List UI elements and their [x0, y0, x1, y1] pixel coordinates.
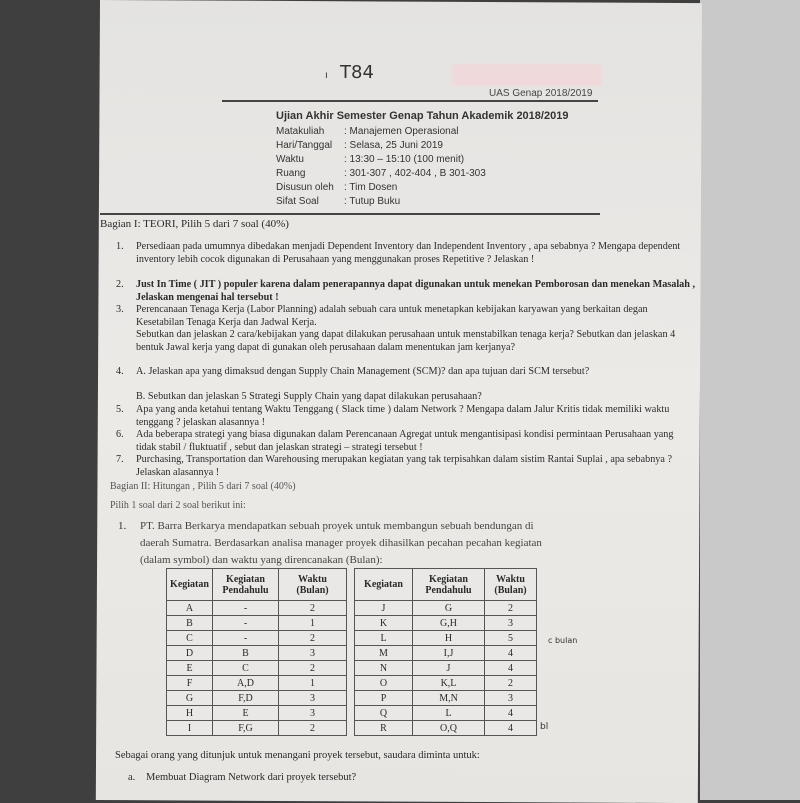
table-cell: E [167, 661, 213, 676]
problem-statement: PT. Barra Berkarya mendapatkan sebuah proyek untuk membangun sebuah bendungan di daerah Sumatra. Berdasarkan analisa manager proyek dihasilkan pecahan pecahan kegiatan (dalam symbol) dan waktu yang direncanakan (Bulan): [140, 520, 542, 566]
meta-row: Matakuliah : Manajemen Operasional [276, 126, 459, 137]
part2-title: Bagian II: Hitungan , Pilih 5 dari 7 soal (40%) [110, 481, 296, 492]
table-cell: J [355, 601, 413, 616]
table-cell: O,Q [413, 721, 485, 736]
table-cell: 4 [485, 646, 537, 661]
table-cell: 2 [279, 721, 347, 736]
part1-title: Bagian I: TEORI, Pilih 5 dari 7 soal (40%) [100, 218, 289, 230]
question-number: 5. [116, 404, 124, 415]
table-row [167, 646, 537, 661]
table-cell: M [355, 646, 413, 661]
meta-row: Ruang : 301-307 , 402-404 , B 301-303 [276, 168, 486, 179]
question-4b: B. Sebutkan dan jelaskan 5 Strategi Supply Chain yang dapat dilakukan perusahaan? [136, 391, 482, 402]
question-7: Purchasing, Transportation dan Warehousing merupakan kegiatan yang tak terpisahkan dalam sistim Rantai Suplai , apa sebabnya ? Jelaskan alasannya ! [136, 454, 672, 478]
activity-table [166, 568, 537, 736]
background-surface [700, 0, 800, 800]
table-cell: G [413, 601, 485, 616]
table-cell: N [355, 661, 413, 676]
question-number: 7. [116, 454, 124, 465]
table-cell: 2 [279, 661, 347, 676]
table-row [167, 616, 537, 631]
table-row [167, 601, 537, 616]
table-cell: - [213, 631, 279, 646]
question-6: Ada beberapa strategi yang biasa digunakan dalam Perencanaan Agregat untuk mengantisipasi kondisi permintaan Perusahaan yang tidak stabil / fluktuatif , sebut dan jelaskan strategi – strategi tersebut ! [136, 429, 674, 453]
table-cell: B [167, 616, 213, 631]
handwritten-note: bl [540, 722, 549, 732]
meta-row: Disusun oleh : Tim Dosen [276, 182, 398, 193]
divider [222, 100, 598, 102]
table-cell: G,H [413, 616, 485, 631]
table-cell: E [213, 706, 279, 721]
table-cell: K,L [413, 676, 485, 691]
table-header: Kegiatan Kegiatan Pendahulu Waktu (Bulan) Kegiatan Kegiatan Pendahulu Waktu (Bulan) [167, 569, 537, 601]
question-number: 4. [116, 366, 124, 377]
table-cell: 2 [485, 601, 537, 616]
table-cell: 1 [279, 676, 347, 691]
question-number: 6. [116, 429, 124, 440]
table-cell: 1 [279, 616, 347, 631]
table-cell: O [355, 676, 413, 691]
question-2: Just In Time ( JIT ) populer karena dalam penerapannya dapat digunakan untuk menekan Pemborosan dan menekan Masalah , Jelaskan mengenai hal tersebut ! [136, 279, 696, 303]
table-cell: H [413, 631, 485, 646]
table-cell: - [213, 601, 279, 616]
divider [100, 213, 600, 215]
table-cell: 4 [485, 721, 537, 736]
table-cell: 3 [279, 691, 347, 706]
table-cell: 4 [485, 661, 537, 676]
table-cell: A [167, 601, 213, 616]
table-row [167, 661, 537, 676]
handwritten-note: c bulan [548, 636, 578, 645]
table-row [167, 721, 537, 736]
table-cell: K [355, 616, 413, 631]
question-number: 1. [116, 241, 124, 252]
question-number: 3. [116, 304, 124, 315]
table-cell: F,D [213, 691, 279, 706]
meta-row: Sifat Soal : Tutup Buku [276, 196, 401, 207]
task-a: Membuat Diagram Network dari proyek tersebut? [146, 772, 357, 783]
closing-text: Sebagai orang yang ditunjuk untuk menangani proyek tersebut, saudara diminta untuk: [115, 750, 480, 761]
table-cell: 2 [279, 601, 347, 616]
table-cell: 3 [279, 706, 347, 721]
task-label: a. [128, 772, 136, 783]
part2-instruction: Pilih 1 soal dari 2 soal berikut ini: [110, 500, 246, 511]
table-row [167, 691, 537, 706]
table-cell: P [355, 691, 413, 706]
table-cell: L [355, 631, 413, 646]
table-cell: C [167, 631, 213, 646]
table-cell: H [167, 706, 213, 721]
question-3-tasks: Sebutkan dan jelaskan 2 cara/kebijakan yang dapat dilakukan perusahaan untuk menstabilkan tenaga kerja? Sebutkan dan jelaskan 4 bentuk Jawal kerja yang dapat di gunakan oleh perusahaan dalam menentukan jam kerjanya? [136, 329, 676, 353]
table-cell: 3 [485, 691, 537, 706]
table-row [167, 631, 537, 646]
table-cell: J [413, 661, 485, 676]
question-5: Apa yang anda ketahui tentang Waktu Tenggang ( Slack time ) dalam Network ? Mengapa dalam Jalur Kritis tidak memiliki waktu tenggang ? jelaskan alasannya ! [136, 404, 670, 428]
meta-row: Waktu : 13:30 – 15:10 (100 menit) [276, 154, 465, 165]
table-cell: A,D [213, 676, 279, 691]
table-cell: L [413, 706, 485, 721]
table-cell: B [213, 646, 279, 661]
meta-row: Hari/Tanggal : Selasa, 25 Juni 2019 [276, 140, 443, 151]
question-1: Persediaan pada umumnya dibedakan menjadi Dependent Inventory dan Independent Inventory , apa sebabnya ? Mengapa dependent inventory lebih cocok digunakan di Perusahaan yang menggunakan proses Repetitive ? Jelaskan ! [136, 241, 681, 265]
table-cell: 3 [279, 646, 347, 661]
table-cell: G [167, 691, 213, 706]
table-cell: 4 [485, 706, 537, 721]
redacted-area [452, 64, 602, 86]
exam-title: Ujian Akhir Semester Genap Tahun Akademik 2018/2019 [276, 110, 569, 122]
table-cell: M,N [413, 691, 485, 706]
question-number: 1. [118, 520, 127, 532]
pen-mark: ı [325, 70, 328, 81]
table-cell: F [167, 676, 213, 691]
exam-tag: UAS Genap 2018/2019 [489, 88, 593, 99]
table-row [167, 706, 537, 721]
question-number: 2. [116, 279, 124, 290]
table-cell: D [167, 646, 213, 661]
table-row [167, 676, 537, 691]
table-cell: F,G [213, 721, 279, 736]
question-3: Perencanaan Tenaga Kerja (Labor Planning) adalah sebuah cara untuk menetapkan kebijakan karyawan yang berkaitan degan Kesetabilan Tenaga Kerja dan Jadwal Kerja. [136, 304, 648, 328]
table-cell: Q [355, 706, 413, 721]
table-cell: C [213, 661, 279, 676]
table-cell: 2 [279, 631, 347, 646]
handwritten-mark: T84 [340, 62, 374, 83]
table-cell: I,J [413, 646, 485, 661]
table-cell: 5 [485, 631, 537, 646]
table-cell: - [213, 616, 279, 631]
question-4a: A. Jelaskan apa yang dimaksud dengan Supply Chain Management (SCM)? dan apa tujuan dari SCM tersebut? [136, 366, 590, 377]
table-cell: 2 [485, 676, 537, 691]
table-cell: R [355, 721, 413, 736]
table-cell: I [167, 721, 213, 736]
table-cell: 3 [485, 616, 537, 631]
